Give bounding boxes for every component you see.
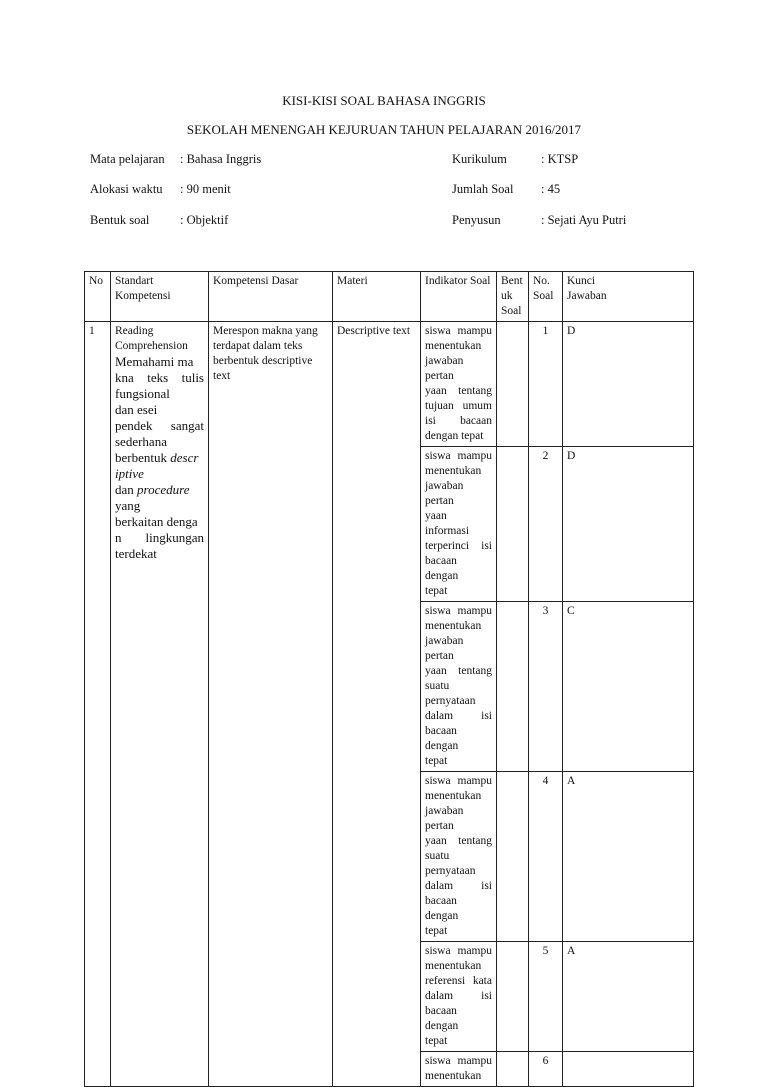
info-label-penyusun: Penyusun (452, 213, 501, 227)
indikator-line: dengan tepat (425, 430, 484, 442)
info-label-alokasi-waktu: Alokasi waktu (90, 182, 163, 196)
indikator-line: siswa mampu (425, 945, 492, 957)
cell-bentuk-soal (497, 942, 529, 1052)
info-value-jumlah-soal: : 45 (541, 182, 561, 196)
indikator-line: tepat (425, 925, 448, 937)
cell-kunci (563, 1052, 694, 1087)
cell-indikator (421, 772, 497, 942)
indikator-line: menentukan (425, 1070, 482, 1082)
table-row (85, 322, 694, 447)
cell-bentuk-soal (497, 1052, 529, 1087)
indikator-line: siswa mampu (425, 450, 492, 462)
cell-kunci: D (563, 322, 694, 447)
kisi-kisi-table (84, 271, 694, 1087)
header-indikator-soal: Indikator Soal (421, 272, 497, 322)
info-value-penyusun: : Sejati Ayu Putri (541, 213, 627, 227)
header-kunci-jawaban: Kunci Jawaban (563, 272, 694, 322)
indikator-line: menentukan (425, 960, 482, 972)
cell-no-soal: 5 (529, 942, 563, 1052)
indikator-line: siswa mampu (425, 325, 492, 337)
cell-kunci: A (563, 942, 694, 1052)
indikator-line: suatu (425, 680, 450, 692)
indikator-line: jawaban pertan (425, 355, 464, 382)
info-value-bentuk-soal: : Objektif (180, 213, 229, 227)
indikator-line: pernyataan (425, 865, 476, 877)
indikator-line: tepat (425, 755, 448, 767)
cell-no-soal: 4 (529, 772, 563, 942)
indikator-line: suatu (425, 850, 450, 862)
cell-no-soal: 2 (529, 447, 563, 602)
indikator-line: dalam isi (425, 710, 492, 722)
indikator-line: tujuan umum (425, 400, 492, 412)
indikator-line: dalam isi (425, 880, 492, 892)
header-standart-kompetensi: Standart Kompetensi (111, 272, 209, 322)
indikator-line: siswa mampu (425, 605, 492, 617)
indikator-line: tepat (425, 1035, 448, 1047)
cell-kompetensi-dasar: Merespon makna yang terdapat dalam teks berbentuk descriptive text (209, 322, 333, 1087)
indikator-line: siswa mampu (425, 775, 492, 787)
indikator-line: menentukan (425, 465, 482, 477)
cell-bentuk-soal (497, 602, 529, 772)
indikator-line: jawaban pertan (425, 635, 464, 662)
indikator-line: bacaan dengan (425, 895, 459, 922)
indikator-line: yaan tentang (425, 385, 492, 397)
indikator-line: pernyataan (425, 695, 476, 707)
cell-indikator (421, 602, 497, 772)
cell-indikator (421, 942, 497, 1052)
header-materi: Materi (333, 272, 421, 322)
info-value-alokasi-waktu: : 90 menit (180, 182, 231, 196)
cell-indikator (421, 447, 497, 602)
header-no: No (85, 272, 111, 322)
cell-indikator (421, 1052, 497, 1087)
indikator-line: jawaban pertan (425, 805, 464, 832)
table-header-row (85, 272, 694, 322)
cell-indikator (421, 322, 497, 447)
indikator-line: tepat (425, 585, 448, 597)
document-title: KISI-KISI SOAL BAHASA INGGRIS (282, 93, 486, 108)
document-subtitle: SEKOLAH MENENGAH KEJURUAN TAHUN PELAJARAN 2016/2017 (186, 122, 582, 137)
info-label-mata-pelajaran: Mata pelajaran (90, 152, 165, 166)
indikator-line: menentukan (425, 620, 482, 632)
indikator-line: jawaban pertan (425, 480, 464, 507)
indikator-line: terperinci isi (425, 540, 492, 552)
info-value-kurikulum: : KTSP (541, 152, 579, 166)
indikator-line: referensi kata (425, 975, 492, 987)
cell-bentuk-soal (497, 322, 529, 447)
cell-materi: Descriptive text (333, 322, 421, 1087)
header-no-soal: No. Soal (529, 272, 563, 322)
indikator-line: bacaan dengan (425, 555, 459, 582)
cell-kunci: D (563, 447, 694, 602)
cell-standart-kompetensi: Reading Comprehension Memahami ma kna teks tulis fungsional dan esei pendek sangat sederhana berbentuk descr iptive dan procedure yang berkaitan denga n lingkungan terdekat (111, 322, 209, 1087)
header-kompetensi-dasar: Kompetensi Dasar (209, 272, 333, 322)
cell-bentuk-soal (497, 772, 529, 942)
indikator-line: menentukan (425, 790, 482, 802)
cell-bentuk-soal (497, 447, 529, 602)
indikator-line: menentukan (425, 340, 482, 352)
cell-no-soal: 1 (529, 322, 563, 447)
indikator-line: bacaan dengan (425, 725, 459, 752)
info-label-kurikulum: Kurikulum (452, 152, 507, 166)
cell-no: 1 (85, 322, 111, 1087)
indikator-line: isi bacaan (425, 415, 492, 427)
info-label-jumlah-soal: Jumlah Soal (452, 182, 514, 196)
cell-kunci: C (563, 602, 694, 772)
indikator-line: dalam isi (425, 990, 492, 1002)
info-label-bentuk-soal: Bentuk soal (90, 213, 150, 227)
cell-no-soal: 6 (529, 1052, 563, 1087)
indikator-line: siswa mampu (425, 1055, 492, 1067)
cell-no-soal: 3 (529, 602, 563, 772)
indikator-line: yaan informasi (425, 510, 470, 537)
indikator-line: yaan tentang (425, 665, 492, 677)
info-value-mata-pelajaran: : Bahasa Inggris (180, 152, 262, 166)
indikator-line: bacaan dengan (425, 1005, 459, 1032)
header-bentuk-soal: Bent uk Soal (497, 272, 529, 322)
cell-kunci: A (563, 772, 694, 942)
indikator-line: yaan tentang (425, 835, 492, 847)
